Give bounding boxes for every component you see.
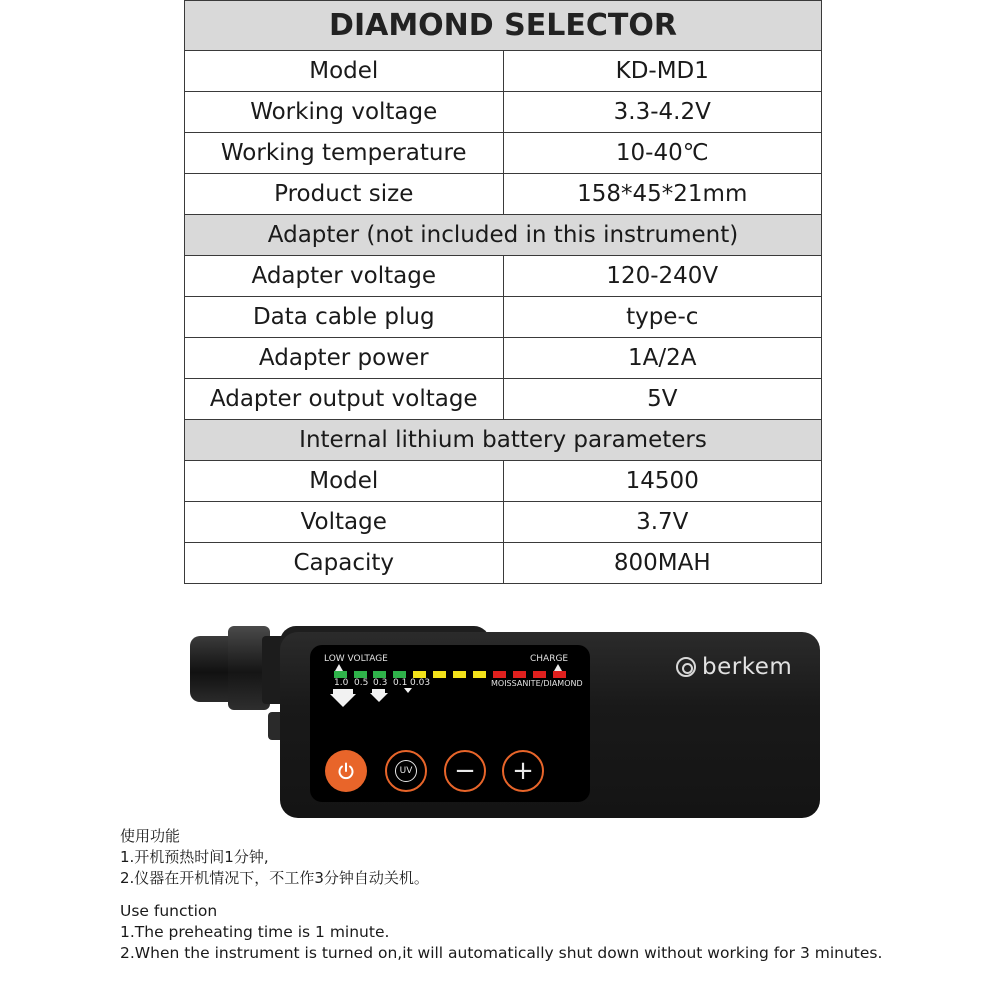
power-button[interactable] bbox=[325, 750, 367, 792]
charge-arrow-icon bbox=[554, 664, 562, 671]
table-row bbox=[185, 461, 822, 502]
scale-value: 0.1 bbox=[393, 678, 408, 688]
indicator-led bbox=[453, 671, 466, 678]
row-value: type-c bbox=[503, 297, 822, 338]
notes-en-line: 2.When the instrument is turned on,it will automatically shut down without working for 3 minutes. bbox=[120, 944, 883, 962]
brand bbox=[676, 654, 792, 680]
notes-english bbox=[120, 901, 882, 964]
indicator-led bbox=[493, 671, 506, 678]
row-label: Model bbox=[185, 51, 504, 92]
row-label: Product size bbox=[185, 174, 504, 215]
row-value: 10-40℃ bbox=[503, 133, 822, 174]
table-row bbox=[185, 92, 822, 133]
table-row bbox=[185, 51, 822, 92]
indicator-led bbox=[334, 671, 347, 678]
notes-en-line: 1.The preheating time is 1 minute. bbox=[120, 923, 390, 941]
indicator-led bbox=[413, 671, 426, 678]
notes-cn-line: 2.仪器在开机情况下，不工作3分钟自动关机。 bbox=[120, 869, 429, 887]
table-row bbox=[185, 133, 822, 174]
table-row bbox=[185, 256, 822, 297]
brand-name: berkem bbox=[702, 654, 793, 680]
scale-value: 0.03 bbox=[410, 678, 431, 688]
large-diamond-icon-lower bbox=[330, 694, 356, 707]
indicator-led bbox=[553, 671, 566, 678]
notes-en-title: Use function bbox=[120, 902, 218, 920]
brand-logo-icon bbox=[676, 657, 696, 677]
row-value: KD-MD1 bbox=[503, 51, 822, 92]
power-icon bbox=[336, 761, 356, 781]
indicator-led bbox=[354, 671, 367, 678]
row-label: Capacity bbox=[185, 543, 504, 584]
row-label: Working temperature bbox=[185, 133, 504, 174]
table-row bbox=[185, 543, 822, 584]
table-row bbox=[185, 502, 822, 543]
scale-value: 0.3 bbox=[373, 678, 388, 688]
scale-value: 0.5 bbox=[354, 678, 369, 688]
row-label: Voltage bbox=[185, 502, 504, 543]
row-value: 120-240V bbox=[503, 256, 822, 297]
row-label: Data cable plug bbox=[185, 297, 504, 338]
table-title: DIAMOND SELECTOR bbox=[185, 1, 822, 51]
indicator-led bbox=[433, 671, 446, 678]
section-header-battery: Internal lithium battery parameters bbox=[185, 420, 822, 461]
row-value: 14500 bbox=[503, 461, 822, 502]
section-header-adapter: Adapter (not included in this instrument) bbox=[185, 215, 822, 256]
indicator-led bbox=[373, 671, 386, 678]
row-value: 800MAH bbox=[503, 543, 822, 584]
minus-icon: − bbox=[454, 756, 476, 786]
notes-cn-title: 使用功能 bbox=[120, 827, 181, 845]
indicator-led bbox=[533, 671, 546, 678]
row-label: Model bbox=[185, 461, 504, 502]
row-label: Working voltage bbox=[185, 92, 504, 133]
table-row bbox=[185, 174, 822, 215]
low-voltage-label: LOW VOLTAGE bbox=[324, 654, 388, 664]
row-value: 3.3-4.2V bbox=[503, 92, 822, 133]
row-value: 158*45*21mm bbox=[503, 174, 822, 215]
scale-value: 1.0 bbox=[334, 678, 349, 688]
indicator-led bbox=[473, 671, 486, 678]
small-diamond-icon bbox=[404, 688, 412, 693]
indicator-led bbox=[393, 671, 406, 678]
row-value: 3.7V bbox=[503, 502, 822, 543]
low-voltage-arrow-icon bbox=[335, 664, 343, 671]
uv-label: UV bbox=[395, 760, 417, 782]
spec-table bbox=[184, 0, 822, 584]
moissanite-diamond-label: MOISSANITE/DIAMOND bbox=[491, 679, 583, 688]
row-label: Adapter voltage bbox=[185, 256, 504, 297]
row-value: 5V bbox=[503, 379, 822, 420]
charge-label: CHARGE bbox=[530, 654, 569, 664]
plus-icon: + bbox=[512, 756, 534, 786]
uv-button[interactable] bbox=[385, 750, 427, 792]
table-row bbox=[185, 297, 822, 338]
row-label: Adapter power bbox=[185, 338, 504, 379]
notes-chinese bbox=[120, 826, 429, 889]
indicator-led bbox=[513, 671, 526, 678]
minus-button[interactable] bbox=[444, 750, 486, 792]
row-label: Adapter output voltage bbox=[185, 379, 504, 420]
notes-cn-line: 1.开机预热时间1分钟, bbox=[120, 848, 269, 866]
table-row bbox=[185, 379, 822, 420]
table-row bbox=[185, 338, 822, 379]
medium-diamond-icon-lower bbox=[370, 693, 388, 702]
row-value: 1A/2A bbox=[503, 338, 822, 379]
plus-button[interactable] bbox=[502, 750, 544, 792]
